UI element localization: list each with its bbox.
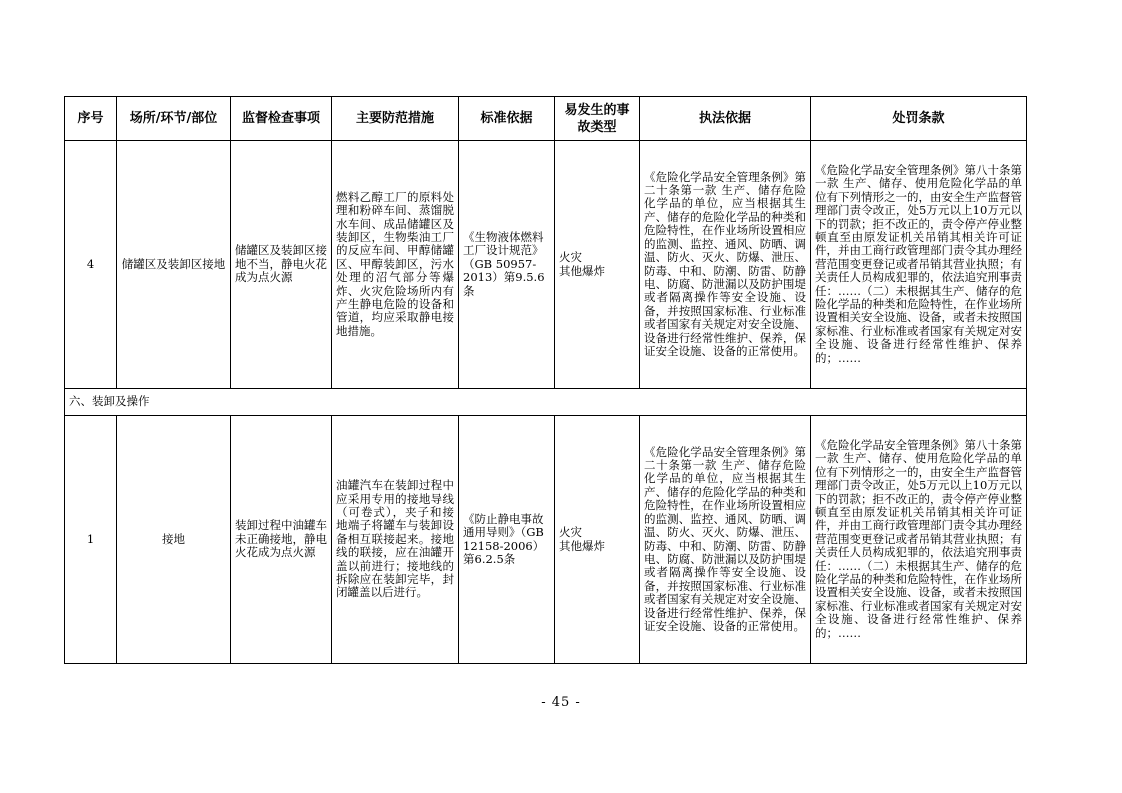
table-row — [65, 416, 1027, 664]
header-inspect: 监督检查事项 — [231, 97, 332, 141]
header-accident: 易发生的事故类型 — [555, 97, 640, 141]
inspect-cell: 储罐区及装卸区接地不当，静电火花成为点火源 — [231, 141, 332, 389]
header-standard: 标准依据 — [459, 97, 555, 141]
inspect-cell: 装卸过程中油罐车未正确接地，静电火花成为点火源 — [231, 416, 332, 664]
standard-cell: 《生物液体燃料工厂设计规范》（GB 50957-2013）第9.5.6条 — [459, 141, 555, 389]
header-seq: 序号 — [65, 97, 117, 141]
accident-cell: 火灾 其他爆炸 — [555, 141, 640, 389]
header-row — [65, 97, 1027, 141]
seq-cell: 1 — [65, 416, 117, 664]
section-title: 六、装卸及操作 — [65, 389, 1027, 416]
measures-cell: 燃料乙醇工厂的原料处理和粉碎车间、蒸馏脱水车间、成品储罐区及装卸区，生物柴油工厂的反应车间、甲醇储罐区、甲醇装卸区，污水处理的沼气部分等爆炸、火灾危险场所内有产生静电危险的设备和管道，均应采取静电接地措施。 — [332, 141, 459, 389]
page-number: - 45 - — [541, 695, 581, 710]
measures-cell: 油罐汽车在装卸过程中应采用专用的接地导线（可卷式），夹子和接地端子将罐车与装卸设备相互联接起来。接地线的联接，应在油罐开盖以前进行；接地线的拆除应在装卸完毕，封闭罐盖以后进行。 — [332, 416, 459, 664]
header-law: 执法依据 — [640, 97, 811, 141]
table-row — [65, 141, 1027, 389]
law-cell: 《危险化学品安全管理条例》第二十条第一款 生产、储存危险化学品的单位，应当根据其生产、储存的危险化学品的种类和危险特性，在作业场所设置相应的监测、监控、通风、防晒、调温、防火、灭火、防爆、泄压、防毒、中和、防潮、防雷、防静电、防腐、防泄漏以及防护围堤或者隔离操作等安全设施、设备，并按照国家标准、行业标准或者国家有关规定对安全设施、设备进行经常性维护、保养，保证安全设施、设备的正常使用。 — [640, 141, 811, 389]
place-cell: 储罐区及装卸区接地 — [117, 141, 231, 389]
standard-cell: 《防止静电事故通用导则》（GB 12158-2006）第6.2.5条 — [459, 416, 555, 664]
penalty-cell: 《危险化学品安全管理条例》第八十条第一款 生产、储存、使用危险化学品的单位有下列情形之一的，由安全生产监督管理部门责令改正，处5万元以上10万元以下的罚款；拒不改正的，责令停产停业整顿直至由原发证机关吊销其相关许可证件，并由工商行政管理部门责令其办理经营范围变更登记或者吊销其营业执照；有关责任人员构成犯罪的，依法追究刑事责任：……（二）未根据其生产、储存的危险化学品的种类和危险特性，在作业场所设置相关安全设施、设备，或者未按照国家标准、行业标准或者国家有关规定对安全设施、设备进行经常性维护、保养的；…… — [811, 141, 1027, 389]
inspection-table — [64, 96, 1027, 664]
section-row — [65, 389, 1027, 416]
place-cell: 接地 — [117, 416, 231, 664]
seq-cell: 4 — [65, 141, 117, 389]
header-place: 场所/环节/部位 — [117, 97, 231, 141]
accident-cell: 火灾 其他爆炸 — [555, 416, 640, 664]
law-cell: 《危险化学品安全管理条例》第二十条第一款 生产、储存危险化学品的单位，应当根据其生产、储存的危险化学品的种类和危险特性，在作业场所设置相应的监测、监控、通风、防晒、调温、防火、灭火、防爆、泄压、防毒、中和、防潮、防雷、防静电、防腐、防泄漏以及防护围堤或者隔离操作等安全设施、设备，并按照国家标准、行业标准或者国家有关规定对安全设施、设备进行经常性维护、保养，保证安全设施、设备的正常使用。 — [640, 416, 811, 664]
penalty-cell: 《危险化学品安全管理条例》第八十条第一款 生产、储存、使用危险化学品的单位有下列情形之一的，由安全生产监督管理部门责令改正，处5万元以上10万元以下的罚款；拒不改正的，责令停产停业整顿直至由原发证机关吊销其相关许可证件，并由工商行政管理部门责令其办理经营范围变更登记或者吊销其营业执照；有关责任人员构成犯罪的，依法追究刑事责任：……（二）未根据其生产、储存的危险化学品的种类和危险特性，在作业场所设置相关安全设施、设备，或者未按照国家标准、行业标准或者国家有关规定对安全设施、设备进行经常性维护、保养的；…… — [811, 416, 1027, 664]
header-penalty: 处罚条款 — [811, 97, 1027, 141]
header-measures: 主要防范措施 — [332, 97, 459, 141]
